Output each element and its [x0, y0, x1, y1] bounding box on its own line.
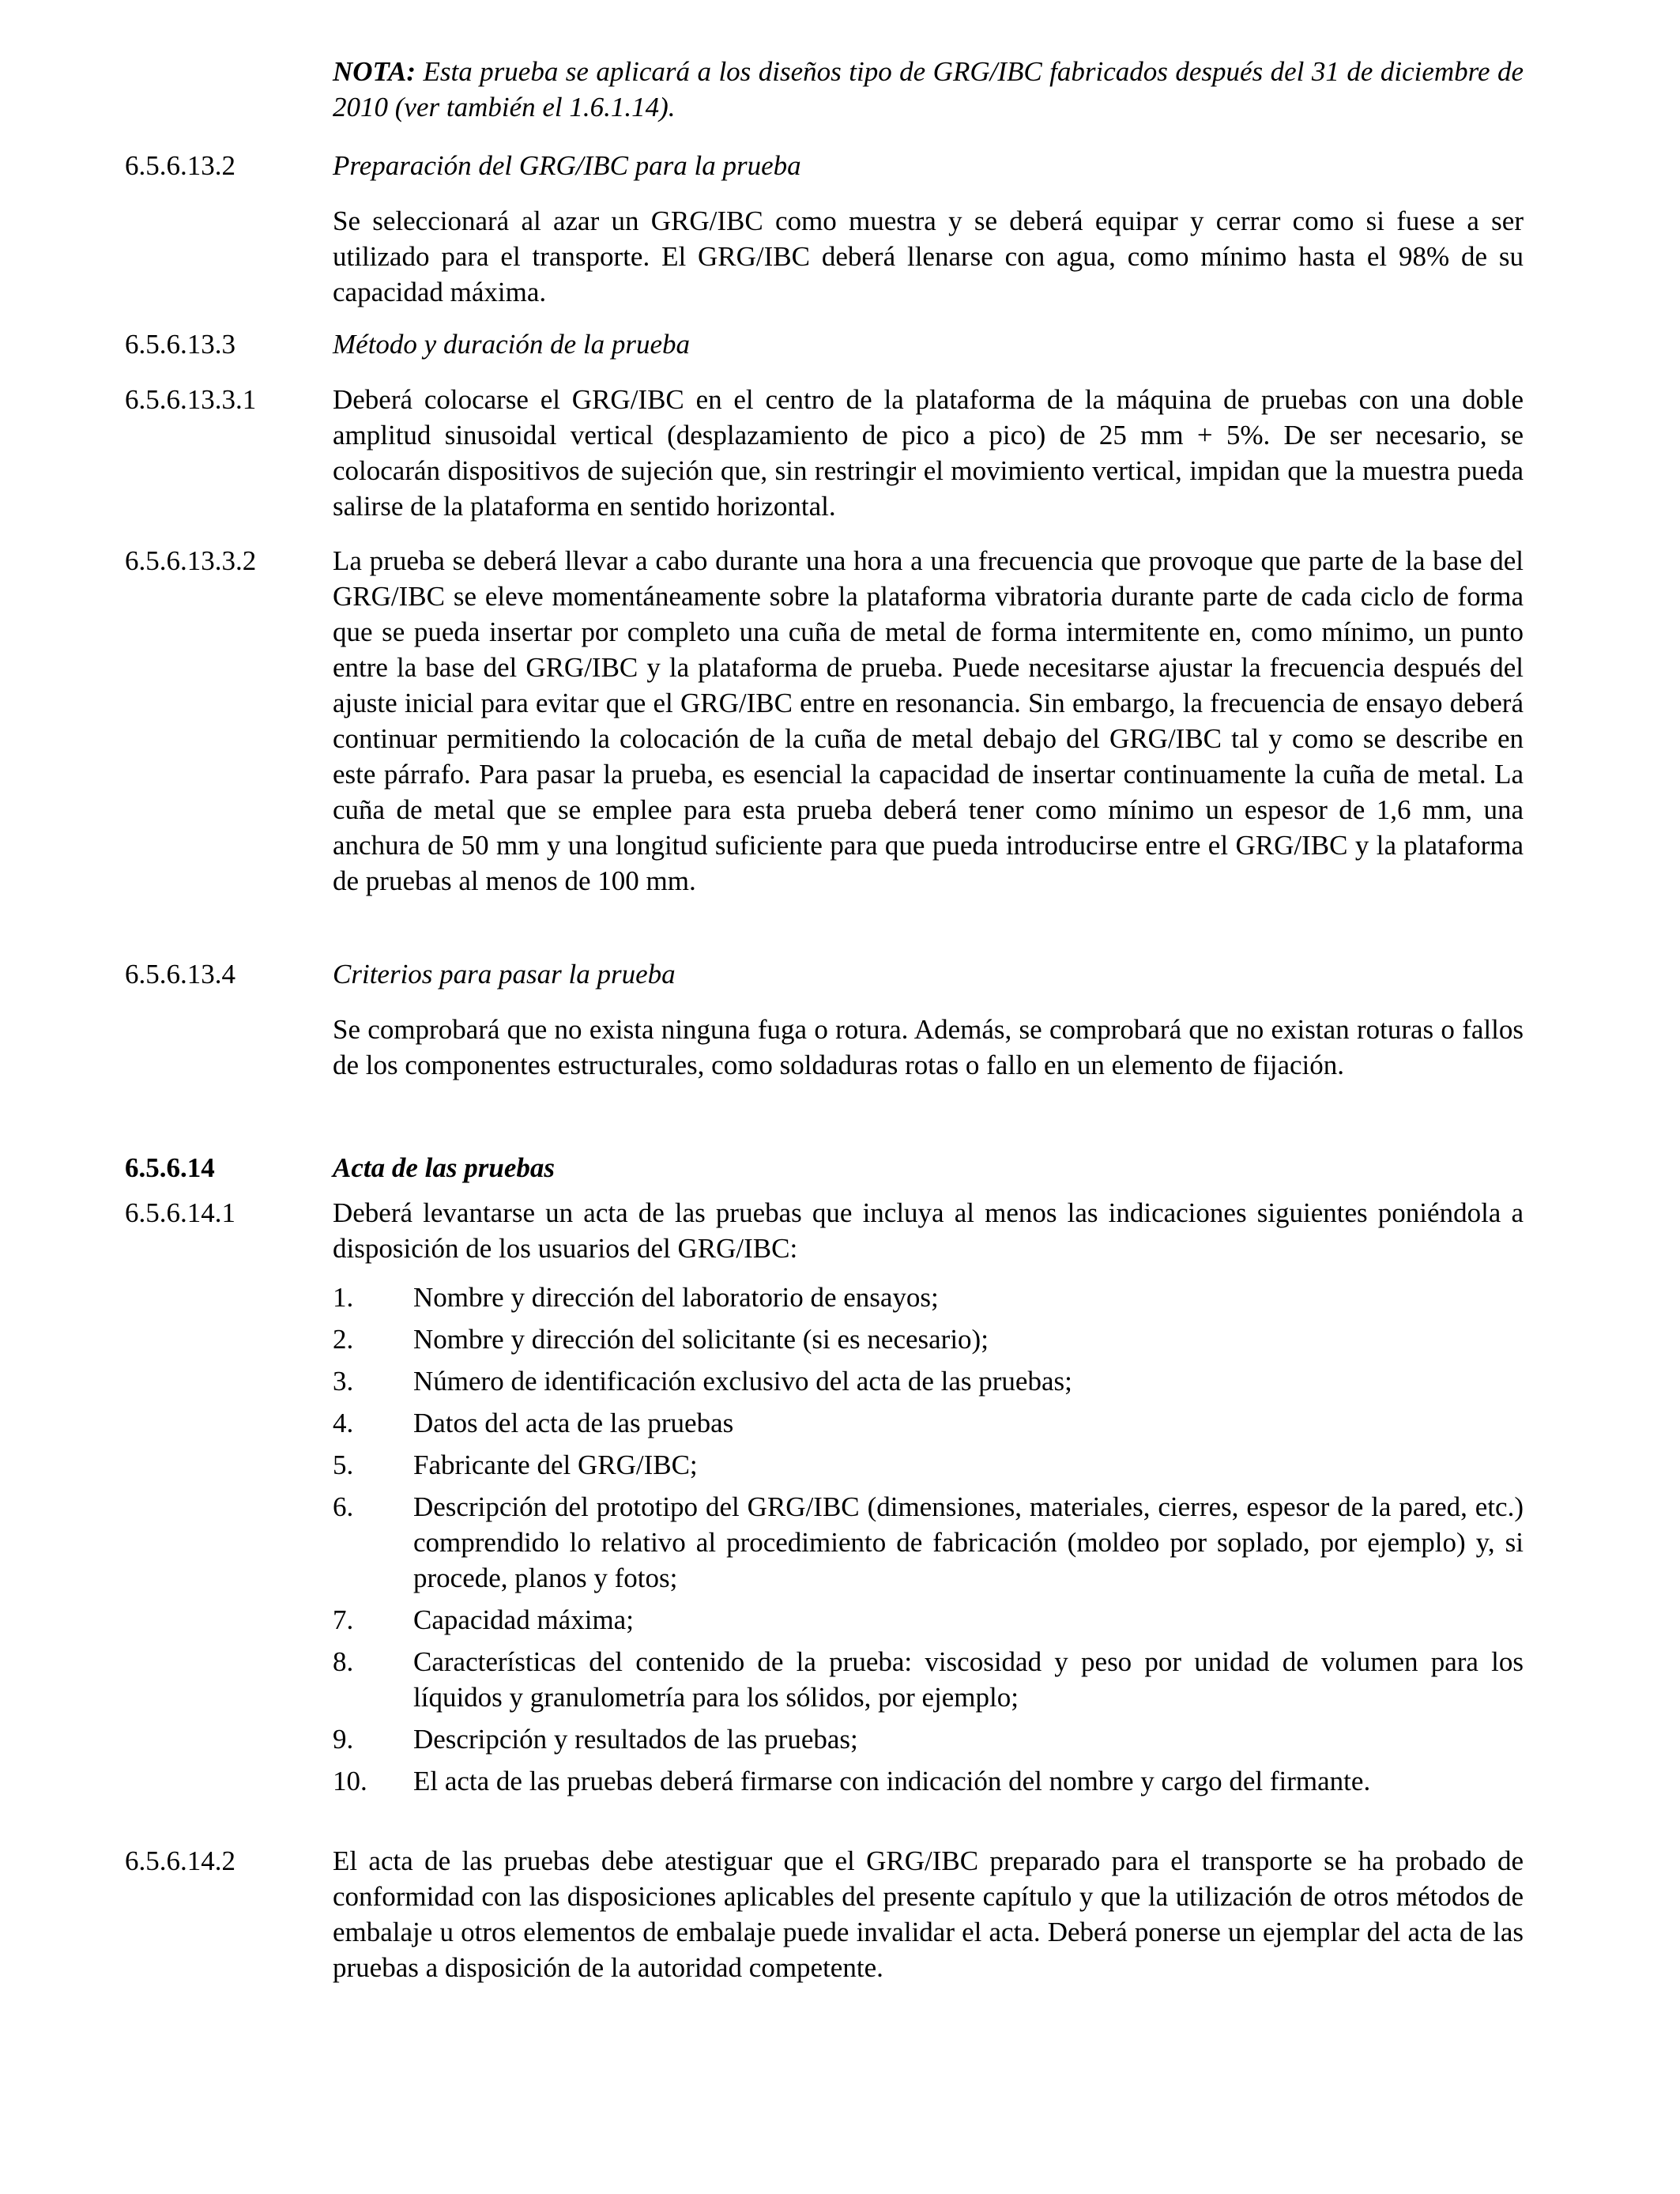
list-number: 9. — [333, 1724, 354, 1755]
list-text: Descripción del prototipo del GRG/IBC (dimensiones, materiales, cierres, espesor de la pared, etc.) comprendido lo relativo al procedimiento de fabricación (moldeo por soplado, por ejemplo) y, si procede, planos y fotos; — [413, 1491, 1524, 1593]
section-paragraph: Se seleccionará al azar un GRG/IBC como muestra y se deberá equipar y cerrar como si fuese a ser utilizado para el transporte. El GRG/IBC deberá llenarse con agua, como mínimo hasta el 98% de su capacidad máxima. — [333, 205, 1524, 307]
list-item — [333, 1447, 1524, 1483]
list-text: Descripción y resultados de las pruebas; — [413, 1724, 858, 1755]
section-number: 6.5.6.13.3.2 — [125, 545, 257, 576]
list-number: 7. — [333, 1604, 354, 1635]
list-text: El acta de las pruebas deberá firmarse con indicación del nombre y cargo del firmante. — [413, 1766, 1371, 1796]
section-number: 6.5.6.14 — [125, 1152, 215, 1183]
list-number: 1. — [333, 1282, 354, 1313]
section-paragraph: La prueba se deberá llevar a cabo durante una hora a una frecuencia que provoque que parte de la base del GRG/IBC se eleve momentáneamente sobre la plataforma vibratoria durante parte de cada ciclo de forma que se pueda insertar por completo una cuña de metal de forma intermitente en, como mínimo, un punto entre la base del GRG/IBC y la plataforma de prueba. Puede necesitarse ajustar la frecuencia después del ajuste inicial para evitar que el GRG/IBC entre en resonancia. Sin embargo, la frecuencia de ensayo deberá continuar permitiendo la colocación de la cuña de metal debajo del GRG/IBC tal y como se describe en este párrafo. Para pasar la prueba, es esencial la capacidad de insertar continuamente la cuña de metal. La cuña de metal que se emplee para esta prueba deberá tener como mínimo un espesor de 1,6 mm, una anchura de 50 mm y una longitud suficiente para que pueda introducirse entre el GRG/IBC y la plataforma de pruebas al menos de 100 mm. — [333, 545, 1524, 896]
section-title: Criterios para pasar la prueba — [333, 959, 676, 990]
list-item — [333, 1280, 1524, 1315]
nota-label: NOTA: — [333, 56, 416, 87]
list-text: Nombre y dirección del solicitante (si es necesario); — [413, 1324, 989, 1355]
list-item — [333, 1721, 1524, 1757]
list-number: 10. — [333, 1766, 367, 1796]
list-item — [333, 1321, 1524, 1357]
list-number: 2. — [333, 1324, 354, 1355]
list-text: Número de identificación exclusivo del acta de las pruebas; — [413, 1366, 1072, 1397]
nota-text: Esta prueba se aplicará a los diseños tipo de GRG/IBC fabricados después del 31 de diciembre de 2010 (ver también el 1.6.1.14). — [333, 56, 1524, 123]
section-title: Acta de las pruebas — [333, 1152, 555, 1183]
list-text: Datos del acta de las pruebas — [413, 1408, 734, 1438]
list-number: 8. — [333, 1646, 354, 1677]
list-item — [333, 1763, 1524, 1799]
list-text: Capacidad máxima; — [413, 1604, 634, 1635]
section-title: Preparación del GRG/IBC para la prueba — [333, 150, 801, 181]
list-item — [333, 1644, 1524, 1715]
list-item — [333, 1405, 1524, 1441]
list-number: 4. — [333, 1408, 354, 1438]
section-number: 6.5.6.13.2 — [125, 150, 235, 181]
list-item — [333, 1363, 1524, 1399]
section-number: 6.5.6.14.1 — [125, 1197, 235, 1228]
list-item — [333, 1602, 1524, 1638]
list-text: Características del contenido de la prueba: viscosidad y peso por unidad de volumen para los líquidos y granulometría para los sólidos, por ejemplo; — [413, 1646, 1524, 1713]
section-paragraph: Deberá levantarse un acta de las pruebas que incluya al menos las indicaciones siguientes poniéndola a disposición de los usuarios del GRG/IBC: — [333, 1197, 1524, 1264]
section-paragraph: El acta de las pruebas debe atestiguar que el GRG/IBC preparado para el transporte se ha probado de conformidad con las disposiciones aplicables del presente capítulo y que la utilización de otros métodos de embalaje u otros elementos de embalaje puede invalidar el acta. Deberá ponerse un ejemplar del acta de las pruebas a disposición de la autoridad competente. — [333, 1845, 1524, 1983]
section-paragraph: Se comprobará que no exista ninguna fuga o rotura. Además, se comprobará que no existan roturas o fallos de los componentes estructurales, como soldaduras rotas o fallo en un elemento de fijación. — [333, 1014, 1524, 1080]
section-number: 6.5.6.14.2 — [125, 1845, 235, 1876]
requirements-list — [333, 1280, 1524, 1805]
list-text: Fabricante del GRG/IBC; — [413, 1449, 698, 1480]
section-title: Método y duración de la prueba — [333, 329, 690, 360]
nota-paragraph — [333, 54, 1524, 125]
list-number: 3. — [333, 1366, 354, 1397]
list-text: Nombre y dirección del laboratorio de ensayos; — [413, 1282, 939, 1313]
list-number: 6. — [333, 1491, 354, 1522]
section-number: 6.5.6.13.3.1 — [125, 384, 257, 415]
section-number: 6.5.6.13.4 — [125, 959, 235, 990]
list-number: 5. — [333, 1449, 354, 1480]
section-paragraph: Deberá colocarse el GRG/IBC en el centro de la plataforma de la máquina de pruebas con una doble amplitud sinusoidal vertical (desplazamiento de pico a pico) de 25 mm + 5%. De ser necesario, se colocarán dispositivos de sujeción que, sin restringir el movimiento vertical, impidan que la muestra pueda salirse de la plataforma en sentido horizontal. — [333, 384, 1524, 522]
section-number: 6.5.6.13.3 — [125, 329, 235, 360]
list-item — [333, 1489, 1524, 1596]
